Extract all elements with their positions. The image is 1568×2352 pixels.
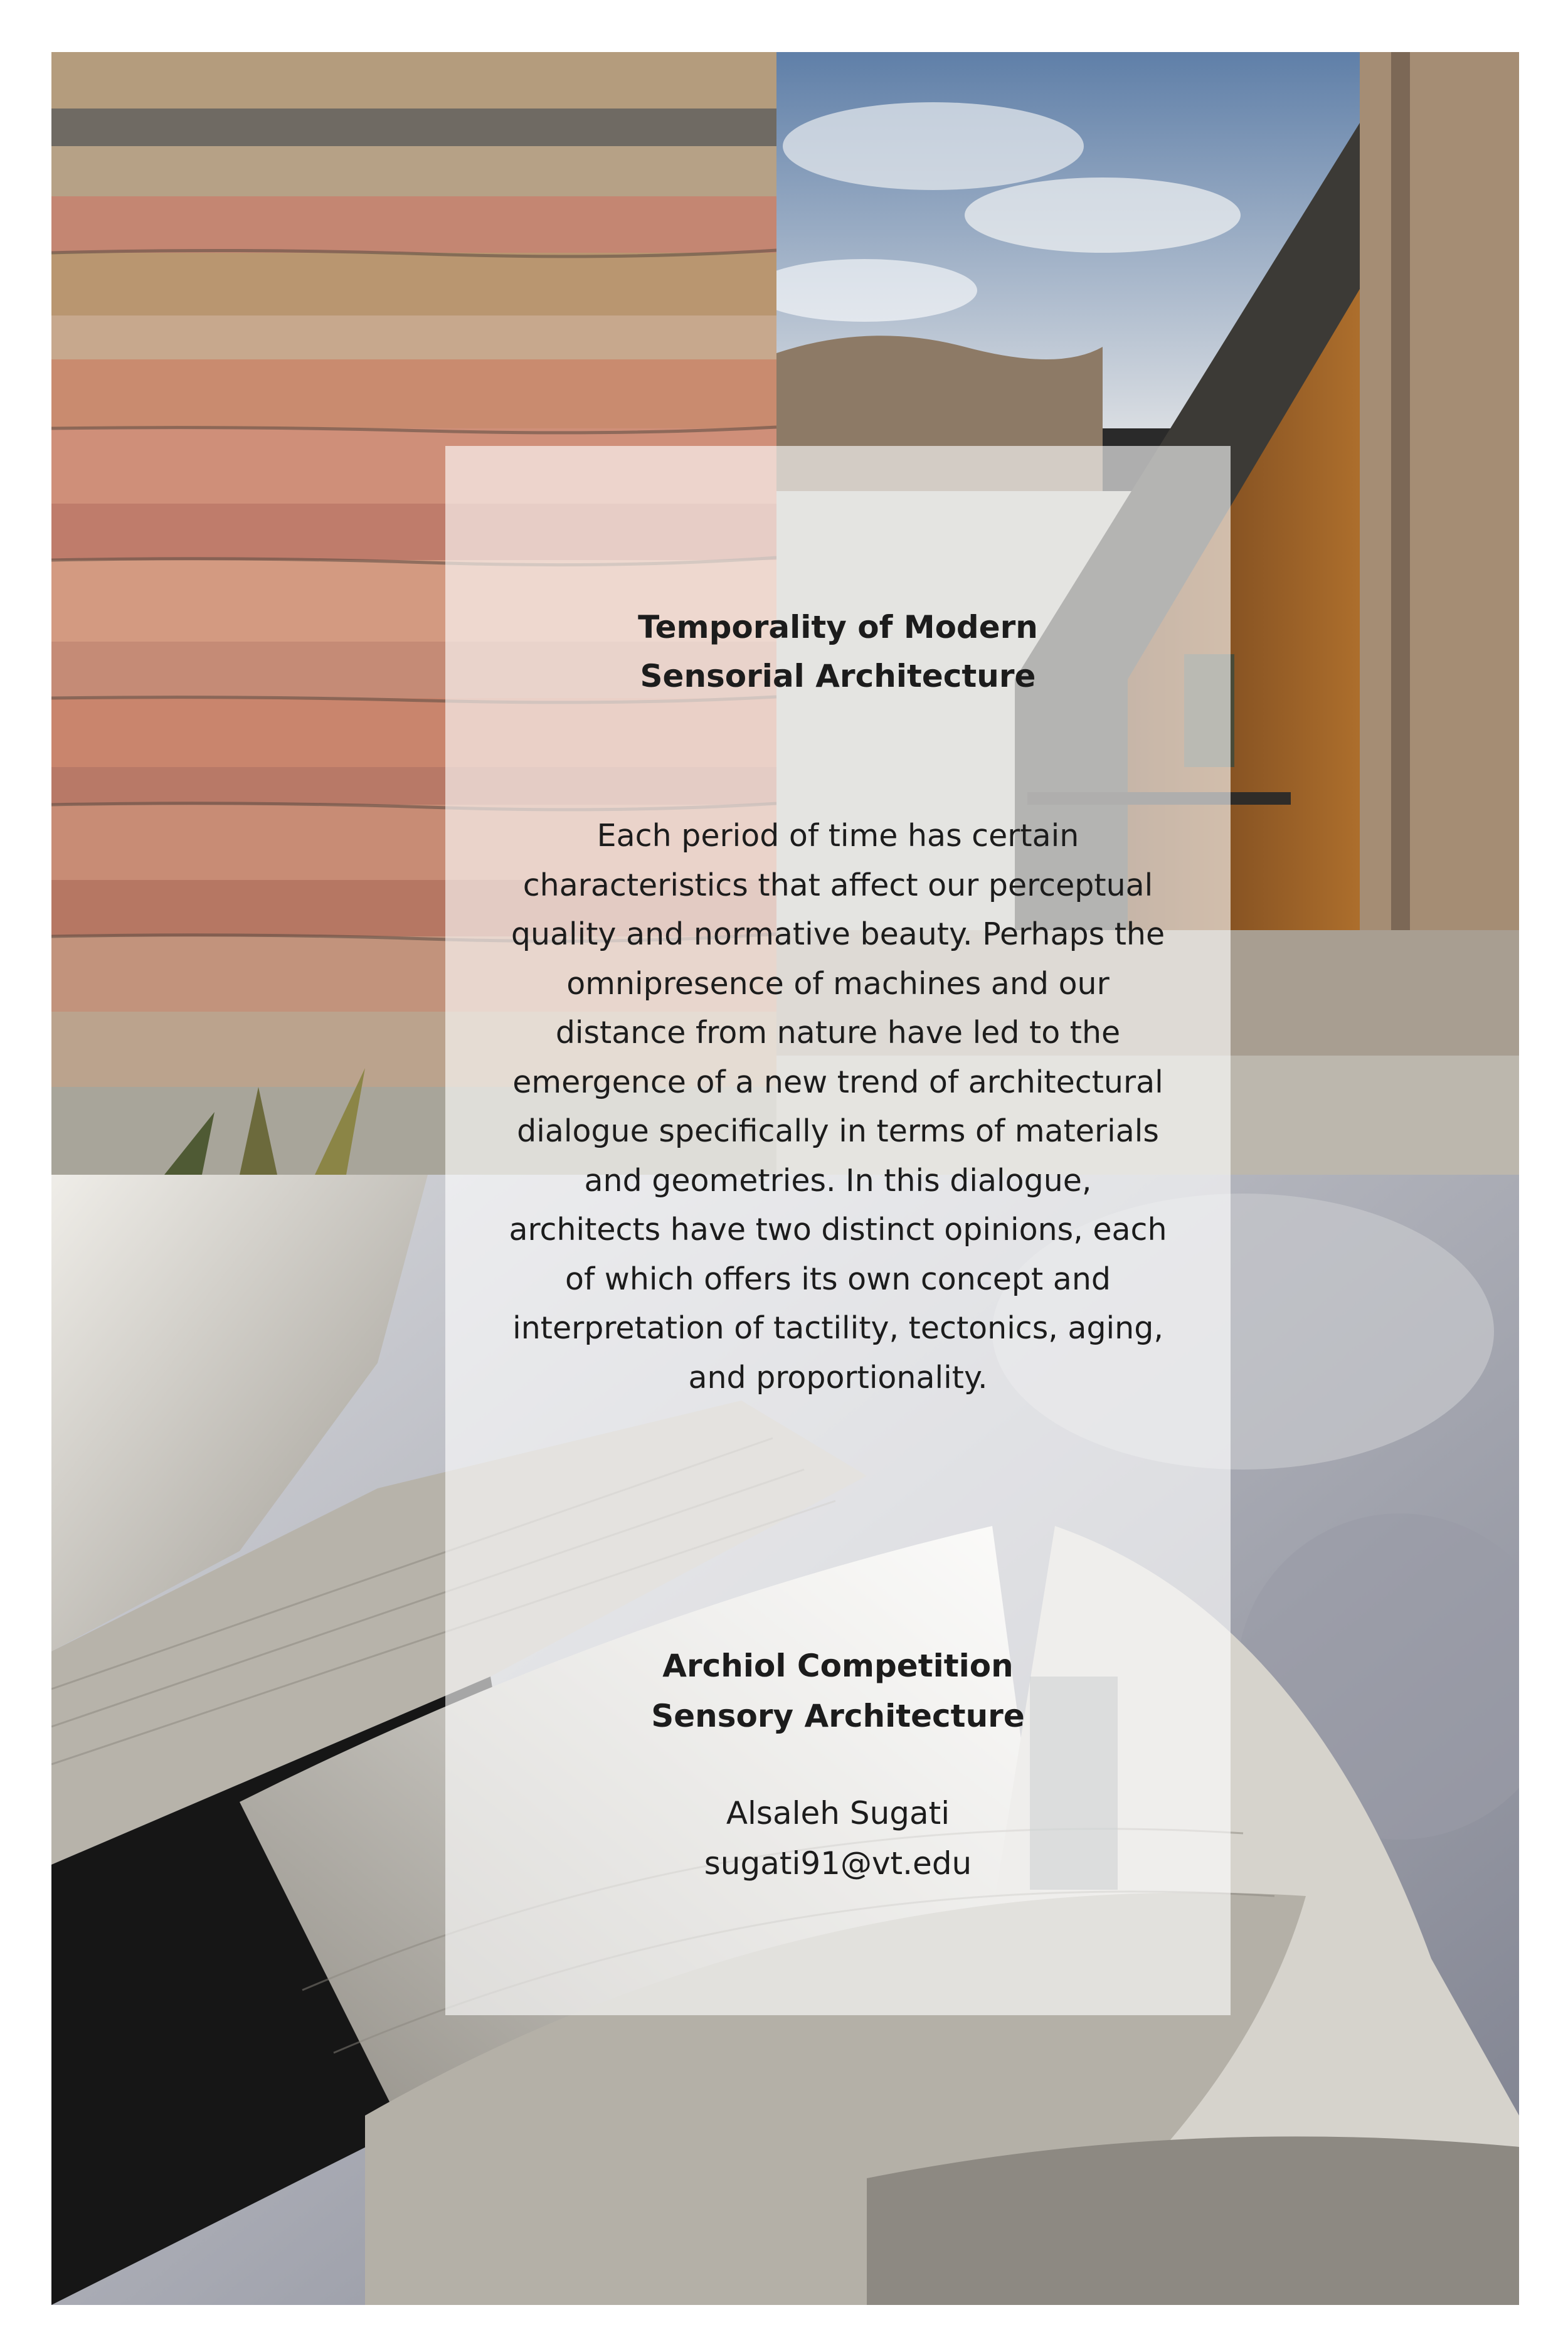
- abstract-text: Each period of time has certain characteristics that affect our perceptual quality and normative beauty. Perhaps the omnipresence of machines and our distance from nature have led to the emergence of a new trend of architectural dialogue specifically in terms of materials and geometries. In this dialogue, architects have two distinct opinions, each of which offers its own concept and interpretation of tactility, tectonics, aging, and proportionality.: [509, 818, 1167, 1396]
- poster-title: Temporality of Modern Sensorial Architecture: [638, 609, 1038, 694]
- poster: [51, 52, 1519, 2305]
- competition-title: Archiol Competition Sensory Architecture: [651, 1648, 1025, 1734]
- author-email: sugati91@vt.edu: [704, 1845, 972, 1882]
- author-name: Alsaleh Sugati: [726, 1795, 950, 1831]
- text-panel: [445, 446, 1231, 2015]
